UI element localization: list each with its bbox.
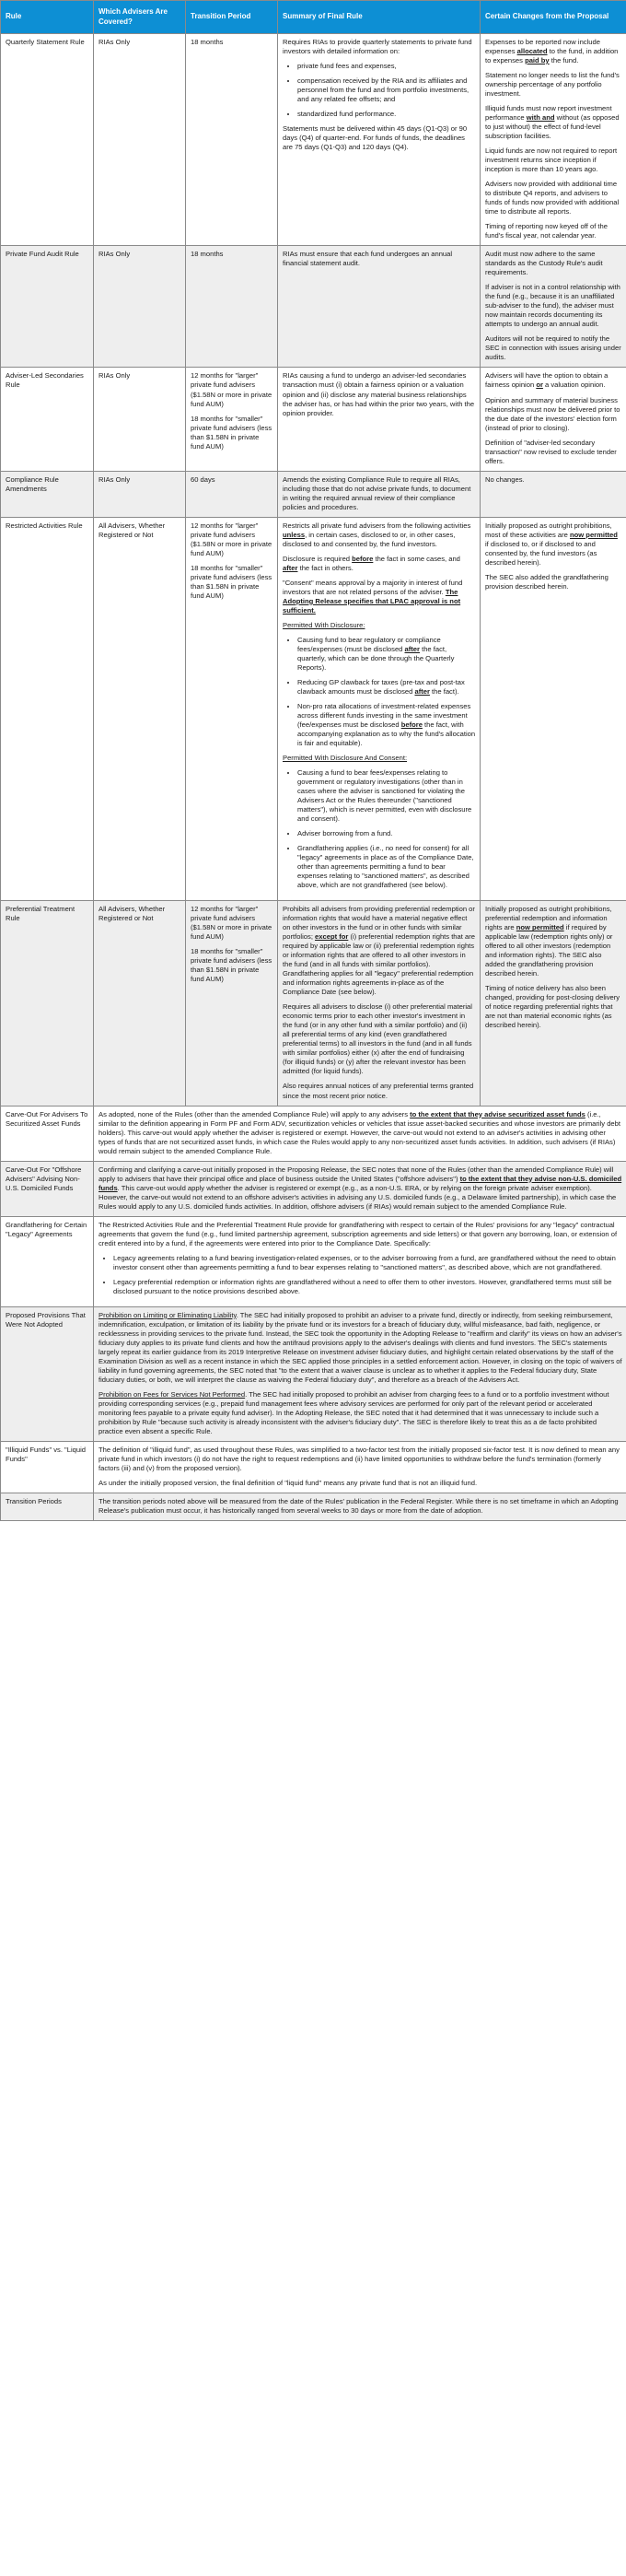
summary-cell: RIAs must ensure that each fund undergoes an annual financial statement audit. — [278, 246, 481, 368]
changes-cell — [481, 246, 626, 368]
rule-name: "Illiquid Funds" vs. "Liquid Funds" — [1, 1441, 94, 1493]
rule-name: Preferential Treatment Rule — [1, 901, 94, 1106]
summary-list — [99, 1254, 622, 1296]
table-header-row — [1, 1, 626, 34]
rule-name: Compliance Rule Amendments — [1, 471, 94, 517]
change-text: Audit must now adhere to the same standards as the Custody Rule's audit requirements. — [485, 250, 603, 277]
changes-cell — [481, 517, 626, 901]
summary-text: Requires RIAs to provide quarterly statements to private fund investors with detailed information on: — [283, 38, 472, 56]
covered-cell: RIAs Only — [94, 34, 186, 246]
changes-cell — [481, 368, 626, 471]
change-text: Illiquid funds must now report investment performance with and without (as opposed to just without) the effect of fund-level subscription facilities. — [485, 104, 620, 141]
change-text: If adviser is not in a control relationship with the fund (e.g., because it is an unaffiliated sub-adviser to the fund), the adviser must now maintain records documenting its attempts to undergo an annual audit. — [485, 283, 620, 329]
change-text: Liquid funds are now not required to report investment returns since inception if inception is more than 10 years ago. — [485, 146, 618, 174]
list-item: • Legacy agreements relating to a fund bearing investigation-related expenses, or to the adviser borrowing from a fund, are grandfathered without the need to obtain investor consent other than agreements permitting a fund to bear expenses relating to "sanctioned matters", as described above, which are not grandfathered. — [113, 1254, 622, 1272]
table-row — [1, 1306, 626, 1441]
rule-name: Private Fund Audit Rule — [1, 246, 94, 368]
summary-text: Statements must be delivered within 45 days (Q1-Q3) or 90 days (Q4) of quarter-end. For funds of funds, the deadlines are 75 days (Q1-Q3) and 120 days (Q4). — [283, 124, 468, 152]
summary-text: "Consent" means approval by a majority in interest of fund investors that are not related persons of the adviser. The Adopting Release specifies that LPAC approval is not sufficient. — [283, 578, 463, 615]
changes-cell: No changes. — [481, 471, 626, 517]
summary-text: Prohibits all advisers from providing preferential redemption or information rights that would have a material negative effect on other investors in the fund or in other funds with similar portfolios; except for (i) preferential redemption rights that are required by applicable law or (ii) preferential redemption rights or information rights that are offered to all other investors in the fund (and in all funds with similar portfolios). Grandfathering applies for all "legacy" preferential redemption and information rights agreements in-place as of the Compliance Date (see below). — [283, 905, 475, 997]
rule-name: Grandfathering for Certain "Legacy" Agreements — [1, 1216, 94, 1306]
summary-cell — [278, 517, 481, 901]
change-text: Statement no longer needs to list the fund's ownership percentage of any portfolio investment. — [485, 71, 620, 99]
transition-text: 18 months for "smaller" private fund advisers (less than $1.58N in private fund AUM) — [191, 563, 272, 600]
list-item: • Grandfathering applies (i.e., no need for consent) for all "legacy" agreements in place as of the Compliance Date, other than agreements permitting a fund to bear expenses relating to "sanctioned matters", as described above, which are not grandfathered (see below). — [297, 844, 476, 890]
list-item: • Causing a fund to bear fees/expenses relating to government or regulatory investigations (other than in cases where the adviser is sanctioned for violating the Advisers Act or the Rules thereunder ("sanctioned matters"), which is never permitted, even with disclosure and consent). — [297, 768, 476, 824]
table-row — [1, 471, 626, 517]
transition-text: 12 months for "larger" private fund advisers ($1.58N or more in private fund AUM) — [191, 371, 272, 408]
summary-text: Prohibition on Limiting or Eliminating Liability. The SEC had initially proposed to prohibit an adviser to a private fund, directly or indirectly, from seeking reimbursement, indemnification, exculpation, or limitation of its liability by the private fund or its investors for a breach of fiduciary duty, willful misfeasance, bad faith, negligence, or recklessness in providing services to the private fund. Instead, the SEC took the opportunity in the Adopting Release to "reaffirm and clarify" its views on how an adviser's fiduciary duty applies to its private fund clients and how the antifraud provisions apply to the adviser's dealings with clients and fund investors. The SEC's statements largely repeat its earlier guidance from its 2019 Interpretive Release on investment adviser fiduciary duties, and highlight certain related observations by the staff of the Examination Division as well as a recent instance in which the SEC applied those principles in a settled enforcement action. However, in closing on the topic of waivers of liability in fund governing agreements, the SEC noted that "to the extent that a waiver clause is unclear as to whether it applies to the Federal fiduciary duty, State fiduciary duties, or both, we will interpret the clause as waiving the Federal fiduciary duty", and therefore as a breach of the Advisers Act. — [99, 1310, 622, 1384]
rule-name: Carve-Out For "Offshore Advisers" Advising Non-U.S. Domiciled Funds — [1, 1161, 94, 1216]
transition-text: 12 months for "larger" private fund advisers ($1.58N or more in private fund AUM) — [191, 521, 272, 557]
transition-text: 18 months for "smaller" private fund advisers (less than $1.58N in private fund AUM) — [191, 947, 272, 984]
summary-cell — [278, 901, 481, 1106]
list-item: • Adviser borrowing from a fund. — [297, 829, 476, 838]
summary-text: Prohibition on Fees for Services Not Performed. The SEC had initially proposed to prohibit an adviser from charging fees to a fund or to a portfolio investment without providing corresponding services (e.g., prepaid fund management fees where advisory services are performed for only part of the relevant period or accelerated monitoring fees payable to a private equity fund adviser). In the Adopting Release, the SEC noted that it had determined that it was unnecessary to include such a prohibition by Rule "because such activity is already inconsistent with the adviser's fiduciary duty". The SEC is therefore likely to treat this as a de facto prohibited practice even absent a specific Rule. — [99, 1389, 609, 1435]
summary-cell: RIAs causing a fund to undergo an adviser-led secondaries transaction must (i) obtain a fairness opinion or a valuation opinion and (ii) disclose any material business relationships the adviser has, or has had within the prior two years, with the opinion provider. — [278, 368, 481, 471]
list-item: • Legacy preferential redemption or information rights are grandfathered without a need to offer them to other investors. However, grandfathered terms must still be disclosed pursuant to the notice provisions described above. — [113, 1278, 622, 1296]
wide-text-cell — [94, 1441, 626, 1493]
transition-cell: 18 months — [186, 34, 278, 246]
change-text: Definition of "adviser-led secondary transaction" now revised to exclude tender offers. — [485, 438, 617, 465]
covered-cell: RIAs Only — [94, 368, 186, 471]
table-row — [1, 1441, 626, 1493]
list-item: • Reducing GP clawback for taxes (pre-tax and post-tax clawback amounts must be disclosed after the fact). — [297, 678, 476, 697]
rule-name: Carve-Out For Advisers To Securitized Asset Funds — [1, 1106, 94, 1161]
wide-text-cell: Confirming and clarifying a carve-out initially proposed in the Proposing Release, the SEC notes that none of the Rules (other than the amended Compliance Rule) will apply to advisers that have their principal office and place of business outside the United States ("offshore advisers") to the extent that they advise non-U.S. domiciled funds. This carve-out would apply whether the adviser is registered or exempt (e.g., as a non-U.S. ERA, or by relying on the foreign private adviser exemption). However, the carve-out would not extend to an offshore adviser's activities in advising any U.S. domiciled funds (e.g., a Delaware limited partnership), in which case the Rules would apply to any U.S. domiciled funds activities. In addition, offshore advisers (if RIAs) would remain subject to the amended Compliance Rule. — [94, 1161, 626, 1216]
changes-cell — [481, 34, 626, 246]
change-text: Advisers will have the option to obtain a fairness opinion or a valuation opinion. — [485, 371, 609, 390]
list-item: • Causing fund to bear regulatory or compliance fees/expenses (must be disclosed after the fact, quarterly, which can be done through the Quarterly Reports). — [297, 636, 476, 673]
summary-list — [283, 636, 476, 748]
transition-text: 18 months for "smaller" private fund advisers (less than $1.58N in private fund AUM) — [191, 414, 272, 451]
covered-cell: RIAs Only — [94, 471, 186, 517]
wide-text-cell: The transition periods noted above will be measured from the date of the Rules' publication in the Federal Register. While there is no set timeframe in which an Adopting Release's publication must occur, it has historically ranged from several weeks to 30 days or more from the date of adoption. — [94, 1493, 626, 1521]
table-row — [1, 1216, 626, 1306]
change-text: Timing of reporting now keyed off of the fund's fiscal year, not calendar year. — [485, 222, 608, 240]
table-row — [1, 901, 626, 1106]
change-text: Advisers now provided with additional time to distribute Q4 reports, and advisers to funds of funds now provided with additional time to distribute all reports. — [485, 180, 620, 217]
change-text: Initially proposed as outright prohibitions, most of these activities are now permitted if disclosed to, or if disclosed to and consented by, the fund investors (as described herein). — [485, 521, 618, 567]
change-text: Timing of notice delivery has also been changed, providing for post-closing delivery of notice regarding preferential rights that are not than material economic rights (as described herein). — [485, 984, 620, 1030]
changes-cell — [481, 901, 626, 1106]
subheading: Permitted With Disclosure: — [283, 620, 365, 629]
wide-text-cell — [94, 1306, 626, 1441]
list-item: • private fund fees and expenses, — [297, 62, 476, 71]
subheading: Permitted With Disclosure And Consent: — [283, 754, 408, 762]
transition-cell — [186, 368, 278, 471]
rule-name: Proposed Provisions That Were Not Adopted — [1, 1306, 94, 1441]
covered-cell: All Advisers, Whether Registered or Not — [94, 901, 186, 1106]
rule-name: Adviser-Led Secondaries Rule — [1, 368, 94, 471]
summary-text: The Restricted Activities Rule and the Preferential Treatment Rule provide for grandfathering with respect to certain of the Rules' provisions for any "legacy" contractual agreements that govern the fund (e.g., fund limited partnership agreement, subscription agreements and side letters) or that govern any borrowing, loan, or extension of credit entered into by a fund, if the agreements were entered into prior to the Compliance Date. Specifically: — [99, 1220, 618, 1247]
table-row — [1, 1161, 626, 1216]
change-text: Expenses to be reported now include expenses allocated to the fund, in addition to expenses paid by the fund. — [485, 38, 619, 65]
transition-cell: 18 months — [186, 246, 278, 368]
change-text: Initially proposed as outright prohibitions, preferential redemption and information rights are now permitted if required by applicable law (redemption rights only) or offered to all other investors (redemption and information rights). The SEC also added the grandfathering provision described herein. — [485, 905, 613, 978]
change-text: Auditors will not be required to notify the SEC in connection with issues arising under audits. — [485, 334, 621, 362]
list-item: • standardized fund performance. — [297, 110, 476, 119]
table-row — [1, 368, 626, 471]
summary-text: Disclosure is required before the fact in some cases, and after the fact in others. — [283, 554, 460, 572]
table-row — [1, 1106, 626, 1161]
transition-cell — [186, 901, 278, 1106]
table-row — [1, 1493, 626, 1521]
summary-text: As under the initially proposed version, the final definition of "liquid fund" means any private fund that is not an illiquid fund. — [99, 1479, 478, 1488]
list-item: • Non-pro rata allocations of investment-related expenses across different funds investing in the same investment (fee/expenses must be disclosed before the fact, with accompanying explanation as to why the fund's allocation is fair and equitable). — [297, 702, 476, 748]
table-row — [1, 517, 626, 901]
rule-name: Transition Periods — [1, 1493, 94, 1521]
transition-cell: 60 days — [186, 471, 278, 517]
header-changes: Certain Changes from the Proposal — [481, 1, 626, 34]
table-row — [1, 34, 626, 246]
summary-cell — [278, 34, 481, 246]
covered-cell: All Advisers, Whether Registered or Not — [94, 517, 186, 901]
summary-text: The definition of "illiquid fund", as used throughout these Rules, was simplified to a two-factor test from the initially proposed six-factor test. It is now defined to mean any private fund in which investors (i) do not have the right to request redemptions and (ii) have limited opportunities to withdraw before the fund's termination (formerly factors (iii) and (v) from the proposed version). — [99, 1445, 620, 1473]
summary-cell: Amends the existing Compliance Rule to require all RIAs, including those that do not advise private funds, to document in writing the required annual review of their compliance policies and procedures. — [278, 471, 481, 517]
change-text: The SEC also added the grandfathering provision described herein. — [485, 572, 609, 591]
header-summary: Summary of Final Rule — [278, 1, 481, 34]
wide-text-cell — [94, 1216, 626, 1306]
list-item: • compensation received by the RIA and its affiliates and personnel from the fund and from portfolio investments, and any related fee offsets; and — [297, 76, 476, 104]
covered-cell: RIAs Only — [94, 246, 186, 368]
summary-list — [283, 768, 476, 890]
rule-name: Quarterly Statement Rule — [1, 34, 94, 246]
transition-cell — [186, 517, 278, 901]
header-rule: Rule — [1, 1, 94, 34]
transition-text: 12 months for "larger" private fund advisers ($1.58N or more in private fund AUM) — [191, 905, 272, 942]
rule-name: Restricted Activities Rule — [1, 517, 94, 901]
summary-text: Requires all advisers to disclose (i) other preferential material economic terms prior to each other investor's investment in the fund (or in any other fund with a similar portfolio) and (ii) all preferential terms of any kind (even grandfathered preferential terms) to all investors in the fund (and in all funds with similar portfolios) either (x) after the end of fundraising (for illiquid funds) or (y) after the relevant investor has been admitted (for liquid funds). — [283, 1002, 472, 1076]
header-transition: Transition Period — [186, 1, 278, 34]
summary-list — [283, 62, 476, 119]
summary-text: Also requires annual notices of any preferential terms granted since the most recent prior notice. — [283, 1082, 474, 1100]
wide-text-cell: As adopted, none of the Rules (other than the amended Compliance Rule) will apply to any advisers to the extent that they advise securitized asset funds (i.e., similar to the definition appearing in Form PF and Form ADV, securitization vehicles or vehicles that issue asset-backed securities and whose investors are primarily debt holders). This carve-out would apply whether the adviser is registered or exempt. However, the carve-out would not extend to an adviser's activities in advising other types of funds that are not securitized asset funds, in which case the Rules would apply to any non-securitized asset funds activities. In addition, such advisers (if RIAs) would remain subject to the amended Compliance Rule. — [94, 1106, 626, 1161]
header-covered: Which Advisers Are Covered? — [94, 1, 186, 34]
change-text: Opinion and summary of material business relationships must now be delivered prior to the due date of the investors' election form (instead of prior to closing). — [485, 395, 620, 432]
table-row — [1, 246, 626, 368]
summary-text: Restricts all private fund advisers from the following activities unless, in certain cases, disclosed to or, in other cases, disclosed to and consented by, the fund investors. — [283, 521, 471, 548]
